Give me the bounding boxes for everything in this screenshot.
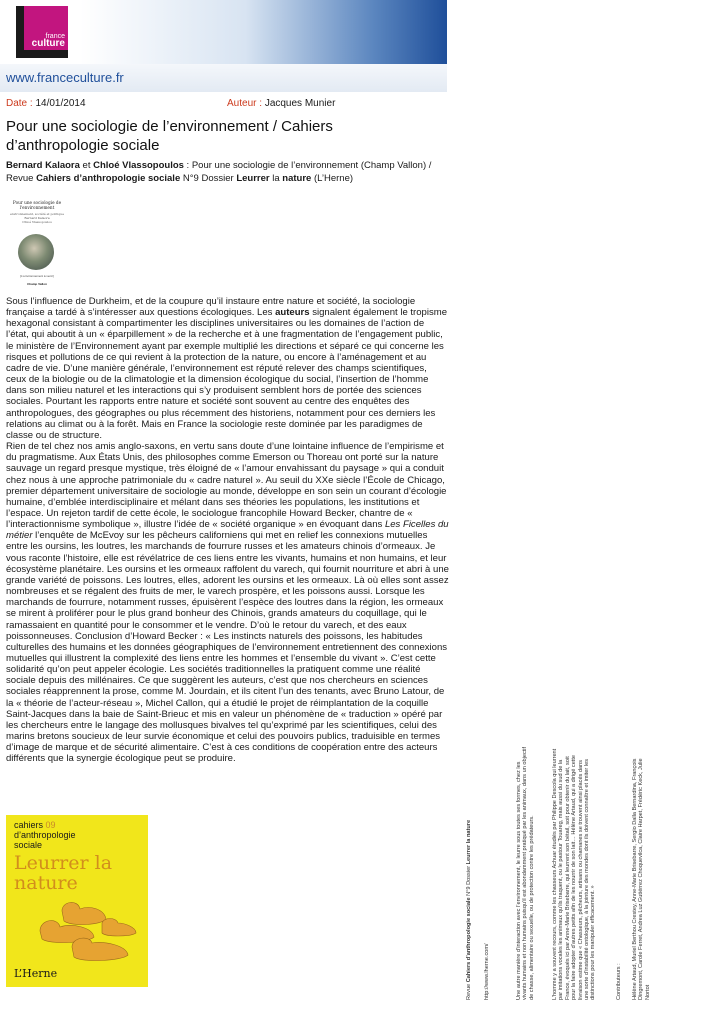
paragraph-1: [6, 296, 449, 441]
cover-title-line1: Leurrer la: [14, 852, 113, 874]
sidebar-dossier-label: N°9 Dossier: [466, 864, 472, 898]
cover-issue-number: 09: [45, 820, 56, 830]
sidebar-col5: [616, 963, 622, 1000]
byline-text3: (L’Herne): [311, 172, 354, 184]
sidebar-col4-line2: par imitations vocales les animaux qu’ils traquent, ou le pastour Touareg, mais aussi du sud de la: [558, 759, 565, 1000]
sidebar-col3-line3: de chasse, alimentaire ou sexuelle, ou de protection contre les prédateurs.: [528, 815, 535, 1000]
sidebar-col4-line5: livraison estime que « Chasseurs, pêcheurs, artisans ou chamanes se trouvent ainsi placés dans: [577, 759, 584, 1000]
article-title: Pour une sociologie de l’environnement / Cahiers d’anthropologie sociale: [6, 118, 333, 154]
author-value: Jacques Munier: [264, 98, 336, 109]
cover-line1: [14, 821, 56, 830]
sidebar-col3-line1: Une autre manière d’interaction avec l’environnement, le leurre sous toutes ses formes, chez les: [516, 761, 522, 1000]
book-cover-title: Pour une sociologie de l'environnement: [12, 200, 62, 210]
para2-text-a: Rien de tel chez nos amis anglo-saxons, en vertu sans doute d’une lointaine influence de l’empirisme et du pragmatisme. Aux États Unis, des philosophes comme Emerson ou Thoreau ont porté sur la nature sauvage un regard presque mystique, très éloigné de « l’amour envahissant du paysage » qui a conduit chez nous à une approche patrimoniale du « cadre naturel ». Au seuil du XXe siècle l’École de Chicago, premier département universitaire de sociologie au monde, développe en son sein un courant d’écologie humaine, d’emblée interdisciplinaire et mélant dans ses théories les populations, les institutions et l’espace. Un rejeton tardif de cette école, le sociologue francophile Howard Becker, chantre de « l’interactionnisme symbolique », illustre l’idée de « société organique » en évoquant dans: [6, 441, 447, 531]
logo-line2: culture: [31, 38, 65, 49]
byline-dossier2: nature: [282, 172, 312, 184]
date-value: 14/01/2014: [35, 98, 86, 109]
book-cover-caption: [L’environnement à venir]: [20, 274, 54, 278]
sidebar-col4-line1: L’homme y a souvent recours, comme les chasseurs Achuar étudiés par Philippe Descola qui leurrent: [552, 748, 558, 1000]
book-cover-authors: Bernard Kalaora Chloé Vlassopoulos: [22, 216, 52, 224]
header-gradient-bar: [80, 0, 447, 64]
cover-title-line2: nature: [14, 872, 78, 894]
site-header: [0, 0, 447, 64]
article-body: [6, 296, 449, 765]
sidebar-url[interactable]: http://www.lherne.com/: [484, 943, 490, 1000]
byline-author1: Bernard Kalaora: [6, 160, 80, 171]
sidebar-col6-line3: Nortot: [644, 984, 651, 1000]
journal-cover-leurrer: [6, 815, 148, 987]
sidebar-col4-line4: pour la faire adopter d’autres petits afin de les nourrir de son lait… Hélène Artaud, qui a dirigé cette: [571, 754, 578, 1000]
byline-text2: N°9 Dossier: [180, 172, 237, 184]
author-meta: [227, 98, 335, 109]
sidebar-col6-line1: Hélène Artaud, Muriel Berthou Crestey, Anne-Marie Brisebarre, Sergio Dalla Bernardina, François: [632, 758, 638, 1000]
site-url-link[interactable]: www.franceculture.fr: [6, 70, 124, 85]
byline-author2: Chloé Vlassopoulos: [93, 160, 184, 171]
france-culture-logo[interactable]: [16, 6, 68, 58]
sidebar-col6-line2: Dingremont, Carole Ferret, Andrea Luz Gutiérrez Choquevilca, Claire Harpet, Frédéric Keck, Julie: [638, 758, 645, 1000]
sidebar-col1: [466, 820, 472, 1000]
decoy-ducks-illustration: [32, 889, 144, 971]
para1-text-b: signalent également le tropisme hexagonal consistant à compartimenter les disciplines universitaires ou les domaines de l’action de l’état, qui aboutit à un « éparpillement » de la recherche et à une fragmentation de l’engagement public, le ministère de l’Environnement ayant par exemple multiplié les directions et séparé ce qui concerne les risques et pollutions de ce qui revient à la protection de la nature, ou encore à l’aménagement et au cadre de vie. D’une manière générale, l’environnement est réputé relever des champs scientifiques, ceux de la biologie ou de la climatologie et la dimension écologique du social, l’insertion de l’homme dans son milieu naturel et les interactions qui s’y produisent semblent hors de portée des sciences sociales. Pourtant les rapports entre nature et société sont souvent au centre des enquêtes des anthropologues, des géographes ou plus récemment des historiens, notamment pour ces derniers les relations au climat ou à la forêt. Mais en France la sociologie reste dominée par les paradigmes de classe ou de structure.: [6, 307, 448, 441]
sidebar-col4-line6: une sorte d’instabilité ontologique, à la jointure des mondes dont ils doivent connaître et imiter les: [584, 759, 591, 1000]
book-cover-subtitle: [6, 212, 68, 224]
para2-text-b: l’enquête de McEvoy sur les pêcheurs californiens qui met en relief les connexions mutuelles entre les oursins, les loutres, les marchands de fourrure russes et les amateurs chinois d’ormeaux. Je vous raconte l’histoire, elle est révélatrice de ces liens entre les vivants, humains et non humains, et leur écosystème planétaire. Les oursins et les ormeaux raffolent du varech, qui fournit nourriture et abri à une grande variété de poissons. Les loutres, elles, adorent les oursins et les ormeaux. Là où elles sont assez nombreuses et se régalent des fruits de mer, le varech prospère, et les poissons aussi. Lorsque les marchands de fourrure, notamment russes, épuisèrent l’espèce des loutres dans la région, les ormeaux se mirent à proliférer pour le plus grand bonheur des Chinois, grands amateurs du coquillage, qui le ramassaient en quantité pour le consommer et le vendre. D’où le retour du varech, et des eaux poissonneuses. Conclusion d’Howard Becker : « Les instincts naturels des poissons, les habitudes culturelles des humains et les données géographiques de l’environnement entretiennent des connexions mutuelles qui illustrent la complexité des liens entre les hommes et l’ensemble du vivant ». C’est cette solidarité qu’on peut appeler écologie. Les sociétés traditionnelles la pratiquent comme une réalité sociale depuis des millénaires. Ce que suggèrent les auteurs, c’est que nos chercheurs en sciences sociales réapprennent la prose, comme M. Jourdain, et ils citent l’un des tenants, avec Bruno Latour, de la « théorie de l’acteur-réseau », Michel Callon, qui a étudié le projet de réimplantation de la coquille Saint-Jacques dans la baie de Saint-Brieuc et mis en valeur un phénomène de « traduction » opéré par les chercheurs entre le langage des mollusques bivalves tel qu’exprimé par les scientifiques, celui des marins bretons soucieux de leur survie économique et celui des pouvoirs publics, traduisible en termes d’image de marque et de sécurité alimentaire. C’est à ces conditions de coopération entre des acteurs différents que la synergie écologique peut se produire.: [6, 530, 449, 765]
para1-bold: auteurs: [275, 307, 310, 319]
sidebar-revue: Revue: [466, 982, 472, 1000]
sidebar-col4-line3: France, évoqués ici par Anne-Marie Brisebarre, qui leurrent son bétail, soit pour obtenir du lait, soit: [564, 756, 571, 1000]
sidebar-col4-line7: distinctions pour les manipuler efficacement. »: [590, 885, 597, 1000]
logo-line1: france: [45, 33, 65, 40]
byline-la: la: [269, 172, 283, 184]
sidebar-col6: [632, 758, 651, 1000]
book-cover-illustration: [18, 234, 54, 270]
cover-publisher: L’Herne: [14, 967, 58, 980]
date-meta: [6, 98, 86, 109]
sidebar-journal: Cahiers d’anthropologie sociale: [466, 897, 472, 983]
paragraph-2: [6, 441, 449, 765]
book-cover-sociologie: [6, 198, 68, 290]
sidebar-col4: [552, 749, 597, 1000]
byline-text1: : Pour une sociologie de l’environnement (Champ Vallon) / Revue: [6, 160, 432, 184]
author-label: Auteur :: [227, 98, 263, 109]
sidebar-col2: [484, 943, 490, 1000]
sidebar-dossier-title: Leurrer la nature: [466, 819, 472, 865]
book-cover-subtitle-text: environnement, société et politique: [10, 212, 64, 216]
para2-italic: Les Ficelles du métier: [6, 519, 449, 542]
cover-line2: d’anthropologie: [14, 830, 76, 840]
article-byline: [6, 160, 446, 185]
byline-dossier1: Leurrer: [236, 172, 270, 184]
byline-journal: Cahiers d’anthropologie sociale: [36, 172, 181, 184]
sidebar-col3-line2: vivants humains et non humains puisqu’il est abondamment pratiqué par les animaux, dans un objectif: [522, 746, 529, 1000]
sidebar-contributors-label: Contributeurs :: [616, 963, 622, 1000]
byline-et: et: [79, 160, 94, 171]
logo-magenta-square: [24, 6, 68, 50]
cover-line1-text: cahiers: [14, 820, 46, 830]
para1-text-a: Sous l’influence de Durkheim, et de la coupure qu’il instaure entre nature et société, la sociologie française a tardé à s’intéresser aux questions écologiques. Les: [6, 296, 416, 319]
book-cover-publisher: Champ Vallon: [27, 282, 47, 286]
sidebar-col3: [516, 747, 535, 1000]
date-label: Date :: [6, 98, 33, 109]
cover-line3: sociale: [14, 840, 43, 850]
